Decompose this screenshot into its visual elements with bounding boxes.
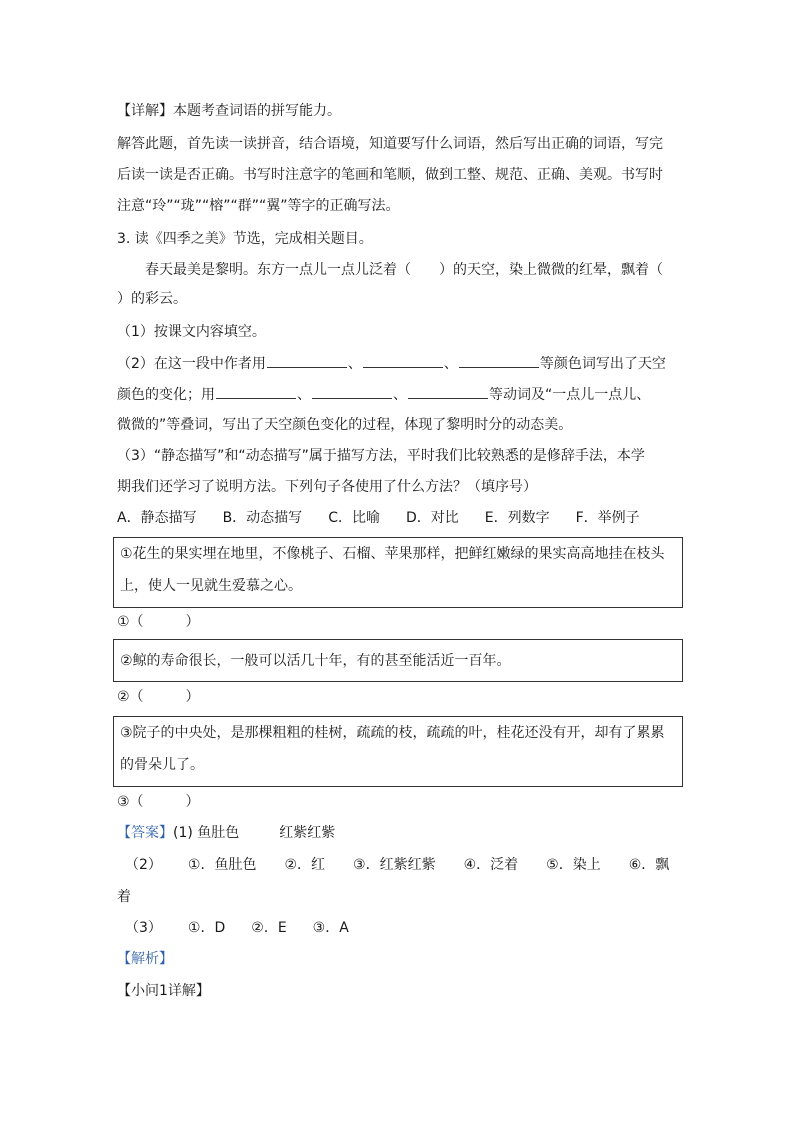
option-e: E．列数字 (484, 510, 550, 526)
detail-intro: 【详解】本题考查词语的拼写能力。 (117, 103, 341, 119)
separator: 、 (443, 356, 458, 372)
box-3-line-2: 的骨朵儿了。 (120, 757, 204, 773)
passage-line-2: ）的彩云。 (117, 291, 187, 307)
option-c: C．比喻 (328, 510, 380, 526)
answer-3-num: （3） (125, 920, 162, 936)
answer-slot-1[interactable]: ①（ ） (117, 614, 200, 630)
sub-question-2-line-1 (117, 353, 666, 374)
sub-question-2-line-3: 微微的”等叠词，写出了天空颜色变化的过程，体现了黎明时分的动态美。 (117, 417, 573, 433)
answer-line-3 (125, 918, 349, 938)
answer-2-item-2: ②．红 (284, 857, 326, 873)
sub-question-3-line-2: 期我们还学习了说明方法。下列句子各使用了什么方法？（填序号） (117, 479, 537, 495)
sentence-box-3 (113, 716, 683, 787)
blank-verb-1[interactable] (216, 384, 296, 399)
sub-question-1: （1）按课文内容填空。 (117, 324, 266, 340)
answer-3-item-3: ③．A (312, 920, 349, 936)
answer-line-2 (125, 855, 669, 875)
blank-verb-3[interactable] (408, 384, 488, 399)
option-d: D．对比 (405, 510, 459, 526)
answer-3-item-2: ②．E (251, 920, 287, 936)
blank-verb-2[interactable] (312, 384, 392, 399)
box-1-line-1: ①花生的果实埋在地里，不像桃子、石榴、苹果那样，把鲜红嫩绿的果实高高地挂在枝头 (120, 546, 665, 562)
separator: 、 (297, 387, 311, 403)
option-a: A．静态描写 (117, 510, 197, 526)
answer-line-2-wrap: 着 (117, 889, 131, 905)
options-row (117, 508, 640, 528)
detail-text-line-1: 解答此题，首先读一读拼音，结合语境，知道要写什么词语，然后写出正确的词语，写完 (117, 136, 663, 152)
answer-2-item-6: ⑥．飘 (628, 857, 670, 873)
sentence-box-1 (113, 537, 683, 608)
answer-2-item-1: ①．鱼肚色 (187, 857, 257, 873)
sub-question-2-line-2 (117, 384, 650, 405)
sub2-suffix: 等颜色词写出了天空 (539, 356, 666, 372)
passage-line-1: 春天最美是黎明。东方一点儿一点儿泛着（ ）的天空，染上微微的红晕，飘着（ (145, 262, 663, 278)
answer-line-1 (117, 823, 335, 843)
box-1-line-2: 上，使人一见就生爱慕之心。 (120, 578, 302, 594)
analysis-label: 【解析】 (117, 951, 173, 967)
answer-2-item-3: ③．红紫红紫 (353, 857, 436, 873)
sub-question-3-line-1: （3）“静态描写”和“动态描写”属于描写方法，平时我们比较熟悉的是修辞手法，本学 (117, 448, 645, 464)
option-b: B．动态描写 (222, 510, 303, 526)
box-3-line-1: ③院子的中央处，是那棵粗粗的桂树，疏疏的枝，疏疏的叶，桂花还没有开，却有了累累 (120, 725, 665, 741)
separator: 、 (393, 387, 407, 403)
answer-2-num: （2） (125, 857, 162, 873)
sub2-prefix-2: 颜色的变化；用 (117, 387, 215, 403)
detail-text-line-2: 后读一读是否正确。书写时注意字的笔画和笔顺，做到工整、规范、正确、美观。书写时 (117, 167, 663, 183)
answer-3-item-1: ①．D (187, 920, 226, 936)
answer-2-item-5: ⑤．染上 (546, 857, 601, 873)
sub2-suffix-2: 等动词及“一点儿一点儿、 (489, 387, 651, 403)
blank-color-3[interactable] (459, 353, 539, 368)
answer-2-item-4: ④．泛着 (463, 857, 519, 873)
answer-1-word-1: 鱼肚色 (197, 825, 240, 841)
answer-slot-3[interactable]: ③（ ） (117, 794, 200, 810)
sub-question-1-detail-label: 【小问1详解】 (117, 983, 210, 999)
question-3-title: 3. 读《四季之美》节选，完成相关题目。 (117, 231, 373, 247)
blank-color-2[interactable] (363, 353, 443, 368)
box-2-line-1: ②鲸的寿命很长，一般可以活几十年，有的甚至能活近一百年。 (120, 653, 511, 669)
answer-slot-2[interactable]: ②（ ） (117, 689, 200, 705)
answer-label: 【答案】 (117, 825, 173, 841)
separator: 、 (347, 356, 362, 372)
answer-1-word-2: 红紫红紫 (279, 825, 336, 841)
detail-text-line-3: 注意“玲”“珑”“榕”“群”“翼”等字的正确写法。 (117, 198, 400, 214)
blank-color-1[interactable] (267, 353, 347, 368)
sub2-prefix: （2）在这一段中作者用 (117, 356, 266, 372)
answer-1-num: (1) (173, 825, 193, 841)
sentence-box-2 (113, 639, 683, 682)
option-f: F．举例子 (575, 510, 640, 526)
